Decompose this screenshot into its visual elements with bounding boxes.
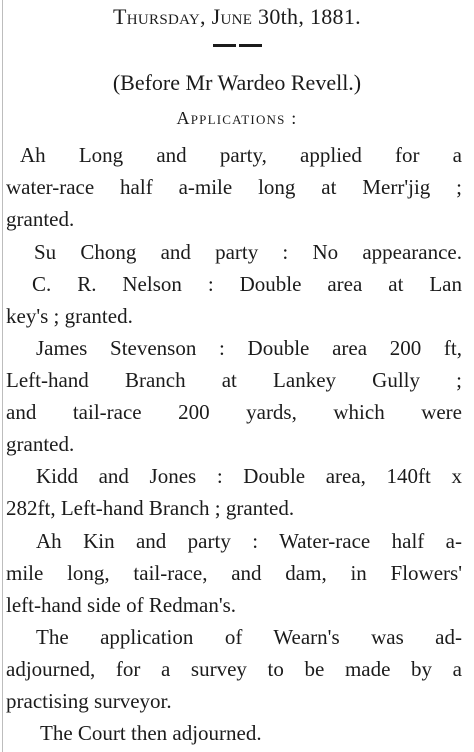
body-line: C. R. Nelson : Double area at Lan [32,272,462,296]
body-line: Su Chong and party : No appearance. [34,240,462,264]
body-line: 282ft, Left-hand Branch ; granted. [6,496,295,520]
body-line: practising surveyor. [6,689,172,713]
body-line: The application of Wearn's was ad- [36,625,462,649]
body-line: Kidd and Jones : Double area, 140ft x [36,464,462,488]
body-line: Ah Kin and party : Water-race half a- [36,529,462,553]
dash-left [213,44,236,47]
section-dash-divider [0,44,474,47]
before-warden-line: (Before Mr Wardeo Revell.) [112,70,362,95]
body-line: key's ; granted. [6,304,133,328]
body-line: water-race half a-mile long at Merr'jig ; [6,175,462,199]
body-line: mile long, tail-race, and dam, in Flowers' [6,561,462,585]
body-line: and tail-race 200 yards, which were [6,400,462,424]
body-line: James Stevenson : Double area 200 ft, [36,336,462,360]
body-line: granted. [6,207,75,231]
date-weekday-month: Thursday, June [113,4,253,29]
applications-heading: Applications : [176,108,298,128]
body-line: Left-hand Branch at Lankey Gully ; [6,368,462,392]
dash-right [239,44,262,47]
body-line: left-hand side of Redman's. [6,593,237,617]
date-day-year: 30th, 1881. [258,4,361,29]
court-date-heading [0,4,474,30]
body-line: adjourned, for a survey to be made by a [6,657,462,681]
body-line: granted. [6,432,75,456]
body-line: The Court then adjourned. [40,721,262,745]
body-line: Ah Long and party, applied for a [20,143,462,167]
